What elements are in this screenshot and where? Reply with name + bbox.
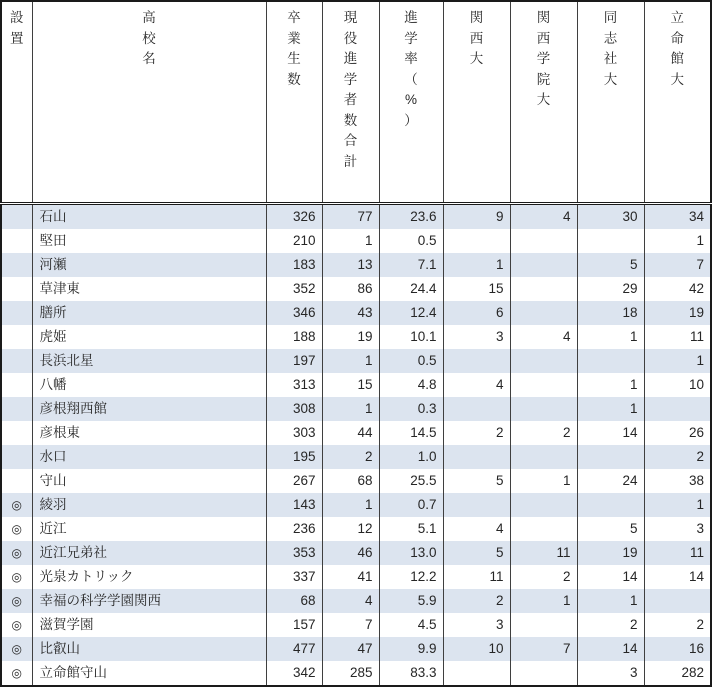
table-row[interactable] <box>1 517 711 541</box>
cell-name[interactable]: 比叡山 <box>32 637 266 661</box>
table-row[interactable] <box>1 421 711 445</box>
cell-ritsumei[interactable]: 34 <box>644 204 711 230</box>
cell-doshisha[interactable]: 1 <box>577 325 644 349</box>
cell-current[interactable]: 47 <box>322 637 379 661</box>
cell-ritsumei[interactable]: 42 <box>644 277 711 301</box>
cell-grads[interactable]: 342 <box>266 661 322 686</box>
header-char: 志 <box>603 30 618 46</box>
cell-kangaku[interactable]: 4 <box>510 204 577 230</box>
private-school-mark[interactable]: ◎ <box>1 493 32 517</box>
header-char: 計 <box>343 153 358 169</box>
cell-current[interactable]: 13 <box>322 253 379 277</box>
cell-name[interactable]: 彦根翔西館 <box>32 397 266 421</box>
cell-grads[interactable]: 477 <box>266 637 322 661</box>
cell-ritsumei[interactable]: 7 <box>644 253 711 277</box>
header-char: 名 <box>142 51 156 67</box>
table-row[interactable] <box>1 541 711 565</box>
cell-current[interactable]: 77 <box>322 204 379 230</box>
cell-kansai[interactable] <box>443 397 510 421</box>
cell-rate[interactable]: 5.9 <box>379 589 443 613</box>
cell-kangaku[interactable] <box>510 373 577 397</box>
cell-current[interactable]: 44 <box>322 421 379 445</box>
header-char: 校 <box>142 30 156 46</box>
private-school-mark[interactable]: ◎ <box>1 613 32 637</box>
column-header-ritsumei <box>644 1 711 204</box>
cell-kangaku[interactable] <box>510 301 577 325</box>
cell-setchi[interactable] <box>1 373 32 397</box>
cell-kansai[interactable]: 11 <box>443 565 510 589</box>
private-school-mark[interactable]: ◎ <box>1 565 32 589</box>
cell-name[interactable]: 綾羽 <box>32 493 266 517</box>
table-row[interactable] <box>1 661 711 686</box>
cell-grads[interactable]: 353 <box>266 541 322 565</box>
cell-grads[interactable]: 143 <box>266 493 322 517</box>
cell-kangaku[interactable]: 11 <box>510 541 577 565</box>
cell-name[interactable]: 膳所 <box>32 301 266 325</box>
cell-name[interactable]: 近江兄弟社 <box>32 541 266 565</box>
cell-name[interactable]: 近江 <box>32 517 266 541</box>
cell-doshisha[interactable]: 1 <box>577 373 644 397</box>
cell-grads[interactable]: 195 <box>266 445 322 469</box>
cell-current[interactable]: 4 <box>322 589 379 613</box>
cell-rate[interactable]: 12.2 <box>379 565 443 589</box>
cell-rate[interactable]: 5.1 <box>379 517 443 541</box>
header-char: 置 <box>10 30 24 46</box>
private-school-mark[interactable]: ◎ <box>1 637 32 661</box>
cell-grads[interactable]: 68 <box>266 589 322 613</box>
cell-grads[interactable]: 267 <box>266 469 322 493</box>
cell-kangaku[interactable] <box>510 229 577 253</box>
table-row[interactable] <box>1 613 711 637</box>
cell-kansai[interactable]: 15 <box>443 277 510 301</box>
cell-kangaku[interactable]: 2 <box>510 421 577 445</box>
cell-ritsumei[interactable]: 38 <box>644 469 711 493</box>
header-vertical-text-doshisha <box>578 8 644 90</box>
header-char: （ <box>404 71 418 87</box>
header-char: 数 <box>343 112 358 128</box>
cell-name[interactable]: 河瀬 <box>32 253 266 277</box>
cell-kangaku[interactable]: 7 <box>510 637 577 661</box>
cell-current[interactable]: 46 <box>322 541 379 565</box>
cell-kangaku[interactable] <box>510 349 577 373</box>
cell-rate[interactable]: 4.5 <box>379 613 443 637</box>
table-header <box>1 1 711 204</box>
header-vertical-text-name <box>33 8 266 70</box>
cell-doshisha[interactable]: 5 <box>577 253 644 277</box>
header-char: 西 <box>536 30 551 46</box>
header-char: 院 <box>536 71 551 87</box>
cell-current[interactable]: 41 <box>322 565 379 589</box>
header-char: 業 <box>287 30 301 46</box>
cell-ritsumei[interactable]: 282 <box>644 661 711 686</box>
header-char: 同 <box>603 10 618 25</box>
header-vertical-text-rate <box>380 8 443 131</box>
cell-kansai[interactable]: 4 <box>443 517 510 541</box>
header-char: 数 <box>287 71 301 87</box>
cell-setchi[interactable] <box>1 469 32 493</box>
column-header-grads <box>266 1 322 204</box>
header-char: 現 <box>343 10 358 25</box>
header-char: 高 <box>142 10 156 25</box>
cell-doshisha[interactable]: 3 <box>577 661 644 686</box>
cell-grads[interactable]: 188 <box>266 325 322 349</box>
cell-kangaku[interactable] <box>510 613 577 637</box>
cell-kansai[interactable]: 3 <box>443 613 510 637</box>
cell-ritsumei[interactable]: 26 <box>644 421 711 445</box>
cell-kangaku[interactable] <box>510 445 577 469</box>
cell-kangaku[interactable]: 2 <box>510 565 577 589</box>
cell-doshisha[interactable] <box>577 229 644 253</box>
cell-ritsumei[interactable] <box>644 397 711 421</box>
cell-ritsumei[interactable]: 11 <box>644 325 711 349</box>
cell-kansai[interactable]: 5 <box>443 541 510 565</box>
cell-ritsumei[interactable]: 10 <box>644 373 711 397</box>
cell-setchi[interactable] <box>1 229 32 253</box>
cell-doshisha[interactable] <box>577 349 644 373</box>
cell-current[interactable]: 68 <box>322 469 379 493</box>
header-char: 進 <box>343 51 358 67</box>
cell-grads[interactable]: 337 <box>266 565 322 589</box>
header-char: 合 <box>343 133 358 149</box>
column-header-rate <box>379 1 443 204</box>
cell-current[interactable]: 1 <box>322 493 379 517</box>
cell-doshisha[interactable]: 2 <box>577 613 644 637</box>
cell-rate[interactable]: 9.9 <box>379 637 443 661</box>
cell-name[interactable]: 八幡 <box>32 373 266 397</box>
cell-setchi[interactable] <box>1 445 32 469</box>
cell-doshisha[interactable]: 5 <box>577 517 644 541</box>
header-char: 関 <box>536 10 551 25</box>
cell-grads[interactable]: 326 <box>266 204 322 230</box>
cell-doshisha[interactable]: 14 <box>577 637 644 661</box>
header-char: 大 <box>469 51 484 67</box>
cell-kangaku[interactable] <box>510 397 577 421</box>
cell-rate[interactable]: 12.4 <box>379 301 443 325</box>
header-char: 学 <box>404 30 418 46</box>
table-row[interactable] <box>1 589 711 613</box>
cell-kansai[interactable] <box>443 229 510 253</box>
cell-rate[interactable]: 4.8 <box>379 373 443 397</box>
cell-name[interactable]: 光泉カトリック <box>32 565 266 589</box>
table-row[interactable] <box>1 229 711 253</box>
cell-current[interactable]: 12 <box>322 517 379 541</box>
cell-grads[interactable]: 303 <box>266 421 322 445</box>
cell-current[interactable]: 1 <box>322 397 379 421</box>
cell-name[interactable]: 長浜北星 <box>32 349 266 373</box>
cell-kangaku[interactable]: 4 <box>510 325 577 349</box>
cell-current[interactable]: 1 <box>322 349 379 373</box>
cell-doshisha[interactable]: 24 <box>577 469 644 493</box>
header-char: 学 <box>536 51 551 67</box>
cell-name[interactable]: 立命館守山 <box>32 661 266 686</box>
cell-kansai[interactable] <box>443 661 510 686</box>
cell-current[interactable]: 43 <box>322 301 379 325</box>
column-header-kangaku <box>510 1 577 204</box>
cell-doshisha[interactable]: 19 <box>577 541 644 565</box>
cell-kansai[interactable]: 5 <box>443 469 510 493</box>
header-vertical-text-ritsumei <box>645 8 711 90</box>
header-vertical-text-kangaku <box>511 8 577 111</box>
cell-rate[interactable]: 83.3 <box>379 661 443 686</box>
table-row[interactable] <box>1 253 711 277</box>
cell-grads[interactable]: 352 <box>266 277 322 301</box>
cell-current[interactable]: 285 <box>322 661 379 686</box>
cell-grads[interactable]: 308 <box>266 397 322 421</box>
cell-name[interactable]: 水口 <box>32 445 266 469</box>
cell-ritsumei[interactable]: 11 <box>644 541 711 565</box>
table-row[interactable] <box>1 373 711 397</box>
header-char: % <box>404 92 417 108</box>
cell-doshisha[interactable] <box>577 493 644 517</box>
table-row[interactable] <box>1 637 711 661</box>
cell-name[interactable]: 滋賀学園 <box>32 613 266 637</box>
cell-rate[interactable]: 10.1 <box>379 325 443 349</box>
cell-kangaku[interactable] <box>510 517 577 541</box>
table-row[interactable] <box>1 397 711 421</box>
header-char: 卒 <box>287 10 301 25</box>
cell-kansai[interactable]: 6 <box>443 301 510 325</box>
cell-rate[interactable]: 14.5 <box>379 421 443 445</box>
cell-ritsumei[interactable]: 2 <box>644 445 711 469</box>
cell-ritsumei[interactable]: 16 <box>644 637 711 661</box>
cell-name[interactable]: 草津東 <box>32 277 266 301</box>
cell-name[interactable]: 堅田 <box>32 229 266 253</box>
cell-kangaku[interactable] <box>510 493 577 517</box>
column-header-kansai <box>443 1 510 204</box>
cell-grads[interactable]: 313 <box>266 373 322 397</box>
table-row[interactable] <box>1 349 711 373</box>
table-row[interactable] <box>1 565 711 589</box>
table-row[interactable] <box>1 204 711 230</box>
private-school-mark[interactable]: ◎ <box>1 517 32 541</box>
header-char: 西 <box>469 30 484 46</box>
cell-ritsumei[interactable]: 14 <box>644 565 711 589</box>
cell-setchi[interactable] <box>1 421 32 445</box>
cell-current[interactable]: 2 <box>322 445 379 469</box>
header-char: 進 <box>404 10 418 25</box>
cell-doshisha[interactable]: 18 <box>577 301 644 325</box>
header-char: 大 <box>670 71 684 87</box>
cell-doshisha[interactable]: 30 <box>577 204 644 230</box>
cell-setchi[interactable] <box>1 349 32 373</box>
cell-rate[interactable]: 0.7 <box>379 493 443 517</box>
cell-rate[interactable]: 1.0 <box>379 445 443 469</box>
header-char: 立 <box>670 10 684 25</box>
cell-grads[interactable]: 197 <box>266 349 322 373</box>
cell-current[interactable]: 19 <box>322 325 379 349</box>
cell-setchi[interactable] <box>1 301 32 325</box>
cell-ritsumei[interactable]: 1 <box>644 229 711 253</box>
header-char: 社 <box>603 51 618 67</box>
cell-current[interactable]: 7 <box>322 613 379 637</box>
table-row[interactable] <box>1 493 711 517</box>
header-char: 学 <box>343 71 358 87</box>
cell-setchi[interactable] <box>1 204 32 230</box>
header-char: 設 <box>10 10 24 25</box>
table-row[interactable] <box>1 469 711 493</box>
column-header-name <box>32 1 266 204</box>
cell-kansai[interactable] <box>443 493 510 517</box>
cell-kangaku[interactable] <box>510 661 577 686</box>
cell-doshisha[interactable]: 1 <box>577 589 644 613</box>
cell-kansai[interactable]: 2 <box>443 421 510 445</box>
header-char: 命 <box>670 30 684 46</box>
cell-grads[interactable]: 236 <box>266 517 322 541</box>
cell-kansai[interactable]: 10 <box>443 637 510 661</box>
table-row[interactable] <box>1 325 711 349</box>
column-header-current <box>322 1 379 204</box>
cell-kangaku[interactable]: 1 <box>510 469 577 493</box>
cell-kansai[interactable]: 4 <box>443 373 510 397</box>
cell-kangaku[interactable] <box>510 277 577 301</box>
cell-rate[interactable]: 0.3 <box>379 397 443 421</box>
column-header-setchi <box>1 1 32 204</box>
cell-current[interactable]: 15 <box>322 373 379 397</box>
header-vertical-text-setchi <box>2 8 32 49</box>
cell-name[interactable]: 石山 <box>32 204 266 230</box>
cell-grads[interactable]: 346 <box>266 301 322 325</box>
table-row[interactable] <box>1 301 711 325</box>
cell-name[interactable]: 守山 <box>32 469 266 493</box>
cell-doshisha[interactable]: 29 <box>577 277 644 301</box>
cell-doshisha[interactable] <box>577 445 644 469</box>
header-char: 者 <box>343 92 358 108</box>
cell-grads[interactable]: 210 <box>266 229 322 253</box>
cell-name[interactable]: 幸福の科学学園関西 <box>32 589 266 613</box>
cell-setchi[interactable] <box>1 277 32 301</box>
cell-rate[interactable]: 0.5 <box>379 349 443 373</box>
cell-rate[interactable]: 7.1 <box>379 253 443 277</box>
private-school-mark[interactable]: ◎ <box>1 541 32 565</box>
cell-current[interactable]: 1 <box>322 229 379 253</box>
private-school-mark[interactable]: ◎ <box>1 661 32 686</box>
private-school-mark[interactable]: ◎ <box>1 589 32 613</box>
cell-ritsumei[interactable]: 2 <box>644 613 711 637</box>
cell-ritsumei[interactable]: 1 <box>644 349 711 373</box>
header-vertical-text-kansai <box>444 8 510 70</box>
cell-kansai[interactable]: 1 <box>443 253 510 277</box>
cell-kansai[interactable]: 3 <box>443 325 510 349</box>
header-char: 大 <box>536 92 551 108</box>
cell-rate[interactable]: 13.0 <box>379 541 443 565</box>
column-header-doshisha <box>577 1 644 204</box>
header-char: 役 <box>343 30 358 46</box>
cell-grads[interactable]: 183 <box>266 253 322 277</box>
cell-kangaku[interactable] <box>510 253 577 277</box>
cell-kansai[interactable]: 9 <box>443 204 510 230</box>
cell-kansai[interactable]: 2 <box>443 589 510 613</box>
header-row <box>1 1 711 204</box>
cell-doshisha[interactable]: 1 <box>577 397 644 421</box>
header-char: 館 <box>670 51 684 67</box>
table-row[interactable] <box>1 277 711 301</box>
cell-kansai[interactable] <box>443 349 510 373</box>
header-char: 率 <box>404 51 418 67</box>
cell-setchi[interactable] <box>1 253 32 277</box>
cell-setchi[interactable] <box>1 397 32 421</box>
cell-ritsumei[interactable]: 1 <box>644 493 711 517</box>
cell-ritsumei[interactable] <box>644 589 711 613</box>
cell-setchi[interactable] <box>1 325 32 349</box>
cell-grads[interactable]: 157 <box>266 613 322 637</box>
header-char: ） <box>404 112 418 128</box>
header-char: 大 <box>603 71 618 87</box>
header-char: 生 <box>287 51 301 67</box>
header-char: 関 <box>469 10 484 25</box>
cell-rate[interactable]: 0.5 <box>379 229 443 253</box>
cell-doshisha[interactable]: 14 <box>577 421 644 445</box>
cell-rate[interactable]: 23.6 <box>379 204 443 230</box>
cell-rate[interactable]: 25.5 <box>379 469 443 493</box>
cell-rate[interactable]: 24.4 <box>379 277 443 301</box>
cell-ritsumei[interactable]: 19 <box>644 301 711 325</box>
table-row[interactable] <box>1 445 711 469</box>
cell-doshisha[interactable]: 14 <box>577 565 644 589</box>
cell-kansai[interactable] <box>443 445 510 469</box>
cell-ritsumei[interactable]: 3 <box>644 517 711 541</box>
header-vertical-text-current <box>323 8 379 172</box>
cell-kangaku[interactable]: 1 <box>510 589 577 613</box>
cell-current[interactable]: 86 <box>322 277 379 301</box>
header-vertical-text-grads <box>267 8 322 90</box>
cell-name[interactable]: 虎姫 <box>32 325 266 349</box>
table-body <box>1 204 711 687</box>
cell-name[interactable]: 彦根東 <box>32 421 266 445</box>
